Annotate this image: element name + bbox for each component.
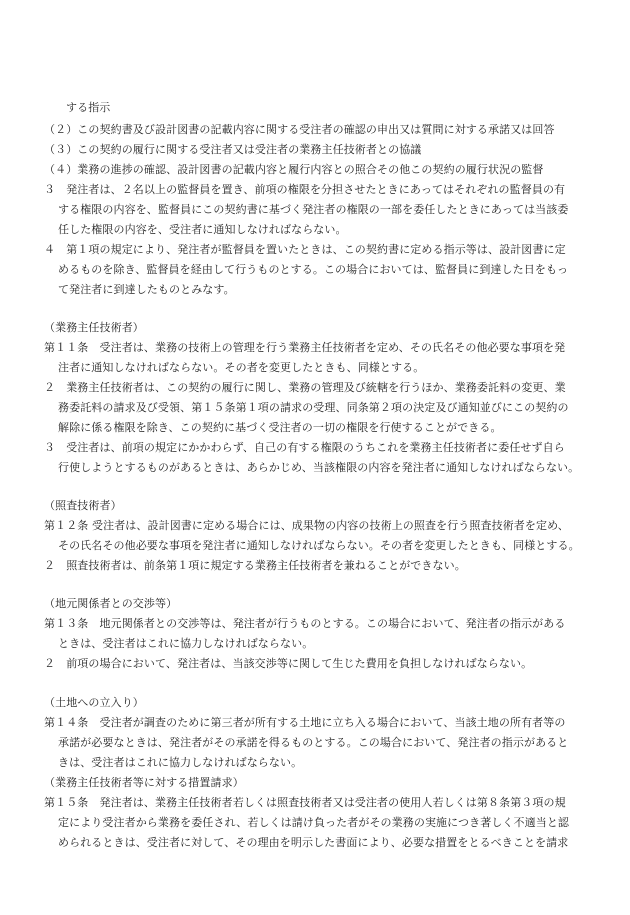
text-line: ２ 業務主任技術者は、この契約の履行に関し、業務の管理及び統轄を行うほか、業務委託料の変更、業 — [44, 381, 566, 394]
text-line: （４）業務の進捗の確認、設計図書の記載内容と履行内容との照合その他この契約の履行状況の監督 — [44, 163, 544, 176]
text-line: 定により受注者から業務を委任され、若しくは請け負った者がその業務の実施につき著しく不適当と認 — [58, 816, 570, 829]
text-line: その氏名その他必要な事項を発注者に通知しなければならない。その者を変更したときも、同様とする。 — [58, 539, 580, 552]
text-line: きは、受注者はこれに協力しなければならない。 — [58, 756, 303, 769]
text-line: 注者に通知しなければならない。その者を変更したときも、同様とする。 — [58, 361, 425, 374]
text-line: 第１２条 受注者は、設計図書に定める場合には、成果物の内容の技術上の照査を行う照査技術者を定め、 — [44, 519, 569, 532]
text-line: ときは、受注者はこれに協力しなければならない。 — [58, 637, 314, 650]
text-line: 第１５条 発注者は、業務主任技術者若しくは照査技術者又は受注者の使用人若しくは第８条第３項の規 — [44, 796, 566, 809]
text-line: 務委託料の請求及び受領、第１５条第１項の請求の受理、同条第２項の決定及び通知並びにこの契約の — [58, 401, 569, 414]
text-line: ２ 照査技術者は、前条第１項に規定する業務主任技術者を兼ねることができない。 — [44, 559, 466, 572]
text-line: 第１１条 受注者は、業務の技術上の管理を行う業務主任技術者を定め、その氏名その他必要な事項を発 — [44, 341, 566, 354]
text-line: ３ 発注者は、２名以上の監督員を置き、前項の権限を分担させたときにあってはそれぞれの監督員の有 — [44, 183, 566, 196]
section-heading: （地元関係者との交渉等） — [44, 597, 178, 610]
text-line: 承諾が必要なときは、発注者がその承諾を得るものとする。この場合において、発注者の指示があると — [58, 736, 569, 749]
text-line: められるときは、受注者に対して、その理由を明示した書面により、必要な措置をとるべきことを請求 — [58, 836, 569, 849]
text-line: 第１３条 地元関係者との交渉等は、発注者が行うものとする。この場合において、発注者の指示がある — [44, 617, 566, 630]
text-line: て発注者に到達したものとみなす。 — [58, 283, 235, 296]
section-heading: （業務主任技術者等に対する措置請求） — [44, 776, 244, 789]
text-line: （２）この契約書及び設計図書の記載内容に関する受注者の確認の申出又は質問に対する承諾又は回答 — [44, 123, 555, 136]
text-line: （３）この契約の履行に関する受注者又は受注者の業務主任技術者との協議 — [44, 143, 422, 156]
text-line: めるものを除き、監督員を経由して行うものとする。この場合においては、監督員に到達した日をもっ — [58, 263, 569, 276]
text-line: ３ 受注者は、前項の規定にかかわらず、自己の有する権限のうちこれを業務主任技術者に委任せず自ら — [44, 441, 565, 454]
text-line: 任した権限の内容を、受注者に通知しなければならない。 — [58, 223, 347, 236]
text-line: する権限の内容を、監督員にこの契約書に基づく発注者の権限の一部を委任したときにあっては当該委 — [58, 203, 569, 216]
text-line: 解除に係る権限を除き、この契約に基づく受注者の一切の権限を行使することができる。 — [58, 421, 502, 434]
section-heading: （照査技術者） — [44, 499, 122, 512]
section-heading: （土地への立入り） — [44, 696, 144, 709]
text-line: 第１４条 受注者が調査のために第三者が所有する土地に立ち入る場合において、当該土地の所有者等の — [44, 716, 566, 729]
text-line: 行使しようとするものがあるときは、あらかじめ、当該権限の内容を発注者に通知しなければならない。 — [58, 461, 580, 474]
text-line: ２ 前項の場合において、発注者は、当該交渉等に関して生じた費用を負担しなければならない。 — [44, 657, 533, 670]
text-line: ４ 第１項の規定により、発注者が監督員を置いたときは、この契約書に定める指示等は、設計図書に定 — [44, 243, 566, 256]
section-heading: （業務主任技術者） — [44, 321, 144, 334]
text-line: する指示 — [66, 101, 111, 114]
